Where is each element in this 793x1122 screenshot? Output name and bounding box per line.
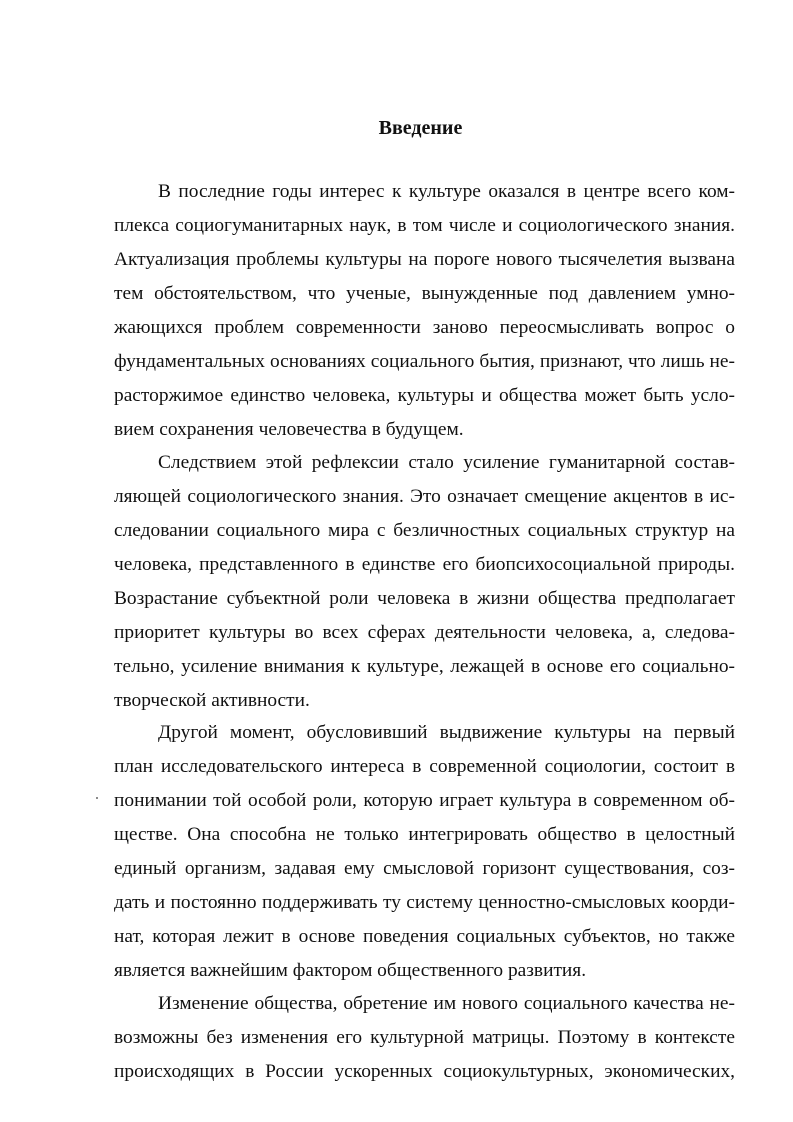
text-line: ляющей социологического знания. Это означает смещение акцентов в ис- bbox=[114, 486, 735, 507]
text-line: вием сохранения человечества в будущем. bbox=[114, 419, 464, 440]
text-line: следовании социального мира с безличностных социальных структур на bbox=[114, 520, 735, 541]
page-title: Введение bbox=[378, 117, 463, 139]
text-line: фундаментальных основаниях социального бытия, признают, что лишь не- bbox=[114, 351, 735, 372]
text-line: В последние годы интерес к культуре оказался в центре всего ком- bbox=[158, 181, 735, 202]
text-line: плекса социогуманитарных наук, в том числе и социологического знания. bbox=[114, 215, 735, 236]
text-line: дать и постоянно поддерживать ту систему ценностно-смысловых коорди- bbox=[114, 892, 735, 913]
text-line: Изменение общества, обретение им нового социального качества не- bbox=[158, 993, 735, 1014]
text-line: Актуализация проблемы культуры на пороге нового тысячелетия вызвана bbox=[114, 249, 735, 270]
text-line: тем обстоятельством, что ученые, вынужденные под давлением умно- bbox=[114, 283, 735, 304]
text-line: расторжимое единство человека, культуры и общества может быть усло- bbox=[114, 385, 735, 406]
text-line: понимании той особой роли, которую играет культура в современном об- bbox=[114, 790, 735, 811]
scan-speck bbox=[96, 797, 98, 799]
text-line: единый организм, задавая ему смысловой горизонт существования, соз- bbox=[114, 858, 735, 879]
text-line: Следствием этой рефлексии стало усиление гуманитарной состав- bbox=[158, 452, 735, 473]
text-line: происходящих в России ускоренных социокультурных, экономических, bbox=[114, 1061, 735, 1082]
text-line: нат, которая лежит в основе поведения социальных субъектов, но также bbox=[114, 926, 735, 947]
text-line: план исследовательского интереса в современной социологии, состоит в bbox=[114, 756, 735, 777]
text-line: возможны без изменения его культурной матрицы. Поэтому в контексте bbox=[114, 1027, 735, 1048]
text-line: творческой активности. bbox=[114, 690, 310, 711]
text-line: приоритет культуры во всех сферах деятельности человека, а, следова- bbox=[114, 622, 735, 643]
text-line: Возрастание субъектной роли человека в жизни общества предполагает bbox=[114, 588, 735, 609]
text-line: Другой момент, обусловивший выдвижение культуры на первый bbox=[158, 722, 735, 743]
text-line: ществе. Она способна не только интегрировать общество в целостный bbox=[114, 824, 735, 845]
text-line: жающихся проблем современности заново переосмысливать вопрос о bbox=[114, 317, 735, 338]
text-line: является важнейшим фактором общественного развития. bbox=[114, 960, 587, 981]
text-line: человека, представленного в единстве его биопсихосоциальной природы. bbox=[114, 554, 735, 575]
text-line: тельно, усиление внимания к культуре, лежащей в основе его социально- bbox=[114, 656, 735, 677]
